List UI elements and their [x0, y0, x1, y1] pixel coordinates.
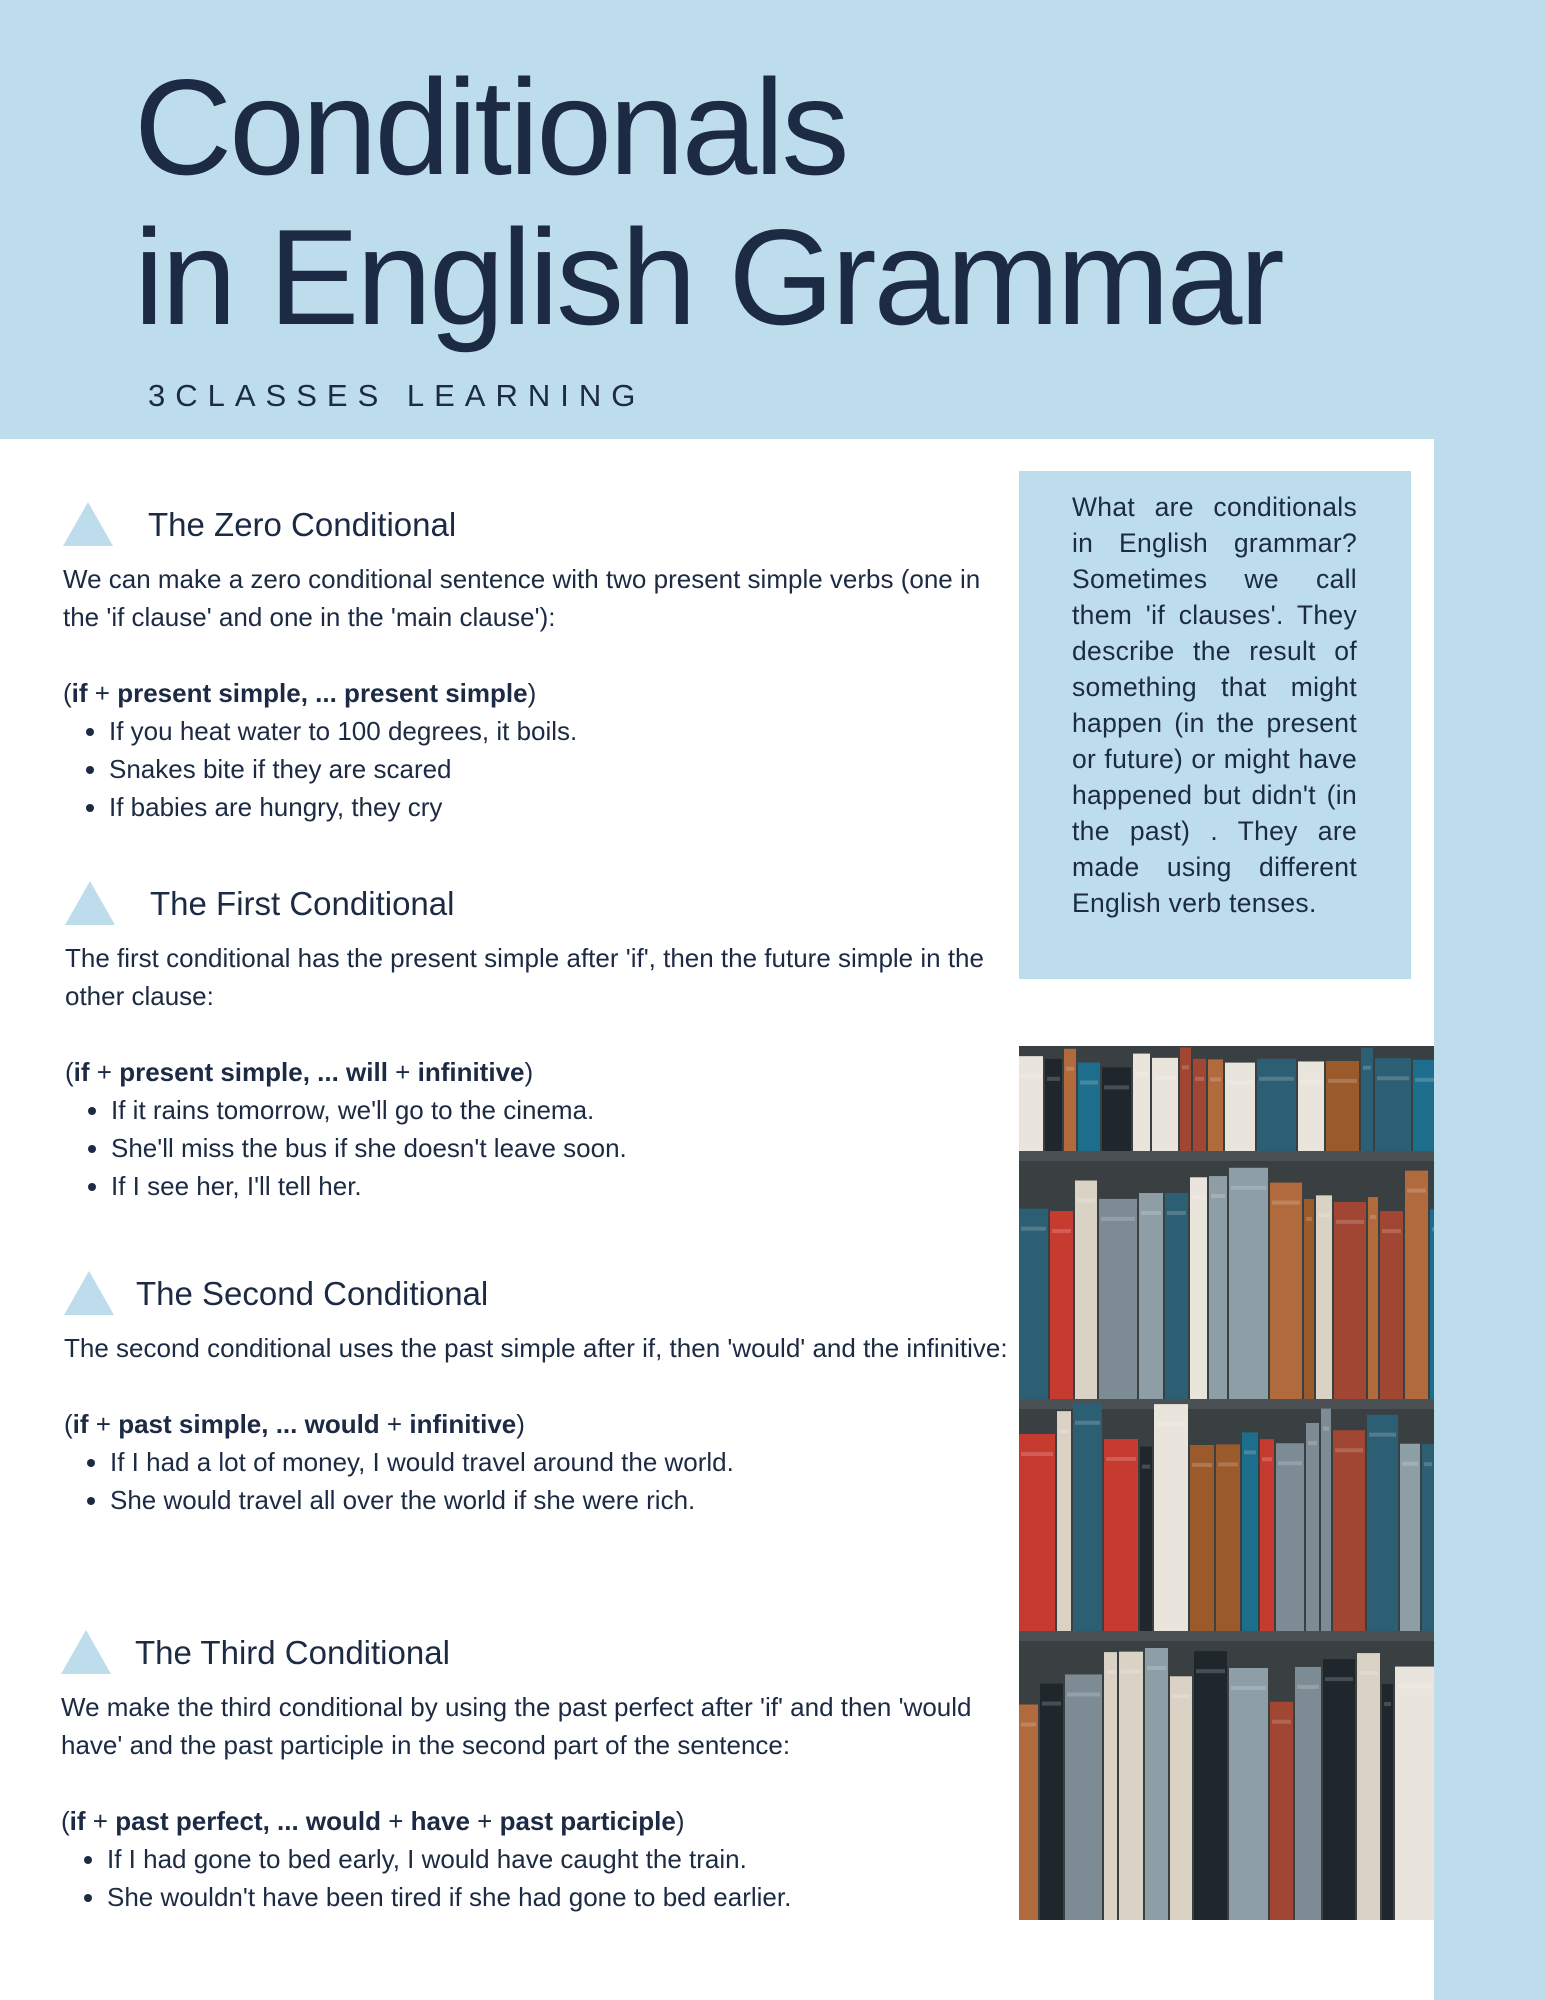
list-item: • If I had a lot of money, I would travel around the world. [110, 1443, 1024, 1481]
section-header [61, 1630, 1021, 1680]
right-accent-band [1434, 439, 1545, 2000]
section-title: The Third Conditional [135, 1634, 450, 1671]
list-item: • If I see her, I'll tell her. [111, 1167, 1025, 1205]
list-item: • If I had gone to bed early, I would have caught the train. [107, 1840, 1021, 1878]
bookshelf-photo [1019, 1046, 1434, 1920]
section-formula: (if + past simple, ... would + infinitive) [64, 1409, 525, 1439]
section-formula: (if + past perfect, ... would + have + past participle) [61, 1806, 685, 1836]
intro-info-box [1019, 471, 1411, 979]
section-header [63, 502, 1023, 552]
section-formula: (if + present simple, ... present simple) [63, 678, 537, 708]
list-item: • She would travel all over the world if she were rich. [110, 1481, 1024, 1519]
example-list [63, 712, 1023, 826]
triangle-bullet-icon [65, 881, 115, 925]
example-list [64, 1443, 1024, 1519]
section-header [65, 881, 1025, 931]
section-third-conditional [61, 1630, 1021, 1916]
page-subtitle: 3CLASSES LEARNING [148, 378, 646, 413]
section-description: We can make a zero conditional sentence with two present simple verbs (one in the 'if clause' and one in the 'main clause'): [63, 564, 981, 632]
example-list [65, 1091, 1025, 1205]
section-description: We make the third conditional by using the past perfect after 'if' and then 'would have' and the past participle in the second part of the sentence: [61, 1692, 972, 1760]
section-title: The Zero Conditional [148, 506, 457, 543]
triangle-bullet-icon [63, 502, 113, 546]
list-item: • She wouldn't have been tired if she had gone to bed earlier. [107, 1878, 1021, 1916]
section-description: The second conditional uses the past simple after if, then 'would' and the infinitive: [64, 1333, 1008, 1363]
example-list [61, 1840, 1021, 1916]
section-formula: (if + present simple, ... will + infinitive) [65, 1057, 534, 1087]
list-item: • Snakes bite if they are scared [109, 750, 1023, 788]
page-title-line-1: Conditionals [134, 51, 847, 203]
section-description: The first conditional has the present simple after 'if', then the future simple in the other clause: [65, 943, 984, 1011]
section-first-conditional [65, 881, 1025, 1205]
section-title: The First Conditional [150, 885, 455, 922]
section-second-conditional [64, 1271, 1024, 1519]
list-item: • She'll miss the bus if she doesn't leave soon. [111, 1129, 1025, 1167]
list-item: • If you heat water to 100 degrees, it boils. [109, 712, 1023, 750]
intro-text: What are conditionals in English grammar? Sometimes we call them 'if clauses'. They describe the result of something that might happen (in the present or future) or might have happened but didn't (in the past) . They are made using different English verb tenses. [1072, 492, 1357, 918]
triangle-bullet-icon [64, 1271, 114, 1315]
triangle-bullet-icon [61, 1630, 111, 1674]
page-title [134, 52, 1282, 352]
list-item: • If it rains tomorrow, we'll go to the cinema. [111, 1091, 1025, 1129]
list-item: • If babies are hungry, they cry [109, 788, 1023, 826]
page-title-line-2: in English Grammar [134, 201, 1282, 353]
section-header [64, 1271, 1024, 1321]
section-title: The Second Conditional [136, 1275, 489, 1312]
section-zero-conditional [63, 502, 1023, 826]
